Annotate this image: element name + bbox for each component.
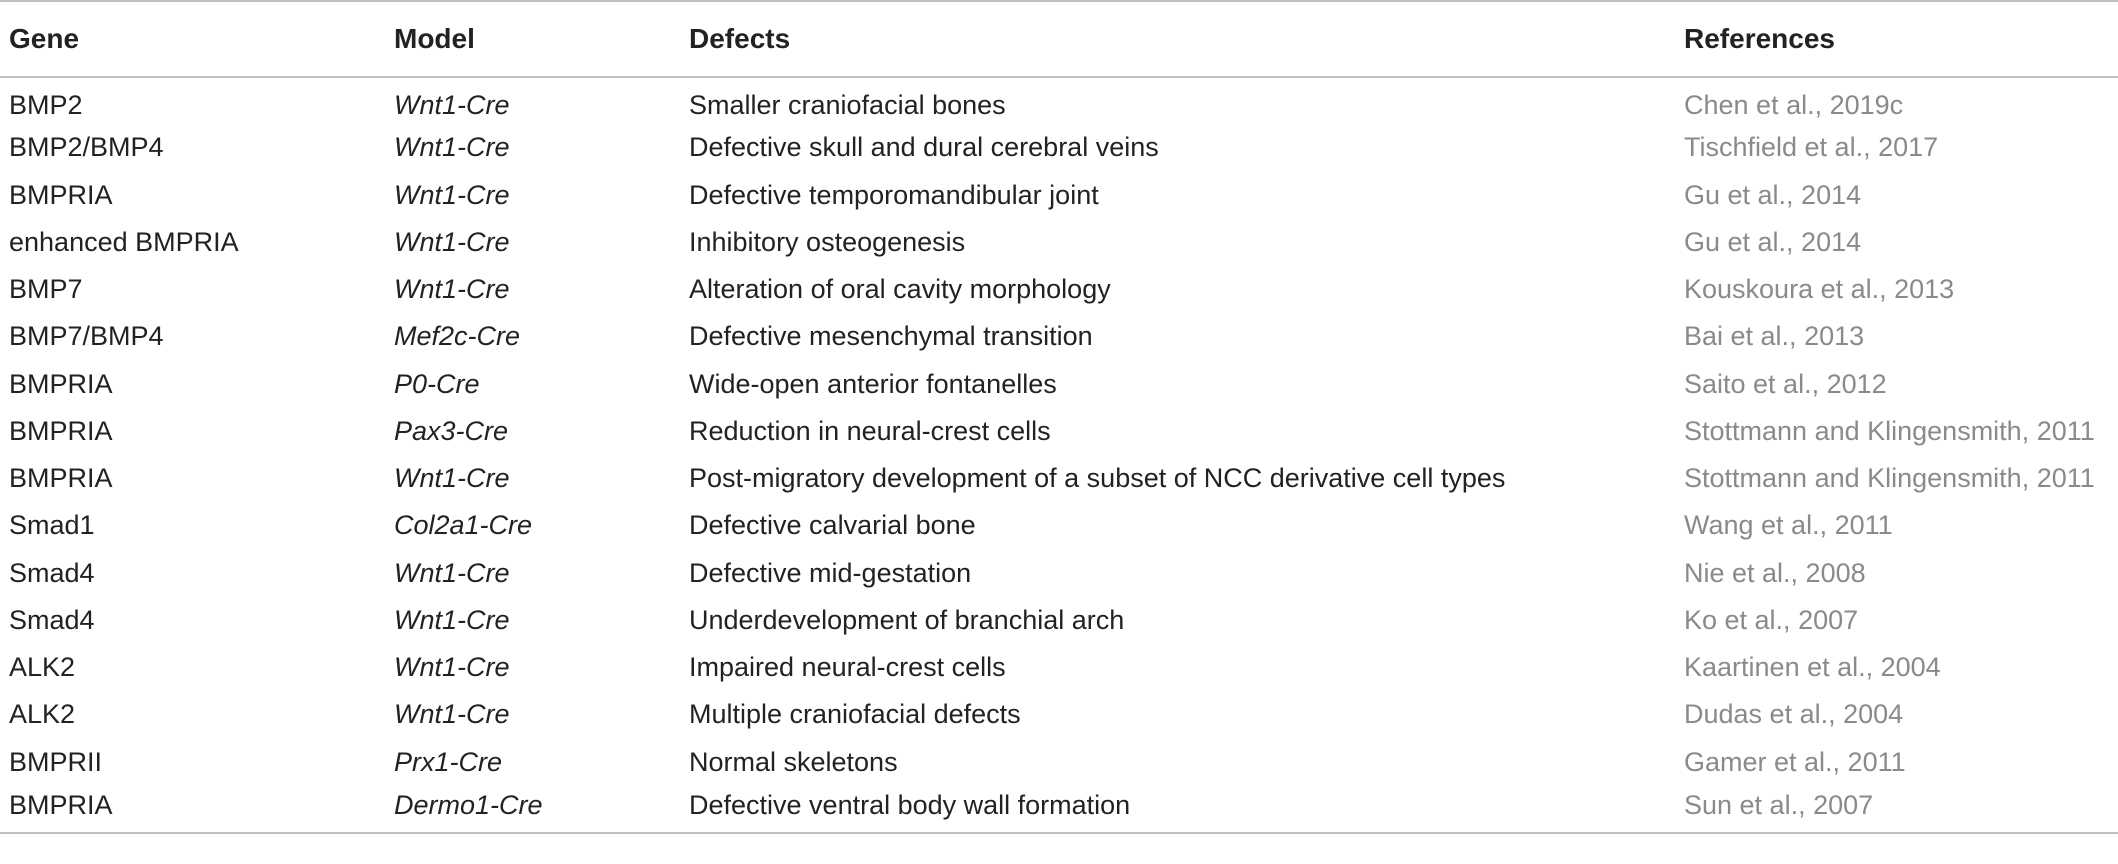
cell-defects: Multiple craniofacial defects [689, 699, 1021, 730]
cell-defects: Normal skeletons [689, 746, 898, 777]
table-row [0, 455, 2118, 502]
table-row [0, 361, 2118, 408]
cell-reference: Stottmann and Klingensmith, 2011 [1684, 415, 2095, 446]
table-header [0, 1, 2118, 77]
cell-gene: BMPRIA [0, 786, 385, 833]
cell-reference: Stottmann and Klingensmith, 2011 [1684, 463, 2095, 494]
cell-defects: Defective mid-gestation [689, 557, 972, 588]
cell-reference: Kouskoura et al., 2013 [1684, 274, 1955, 305]
cell-model: Wnt1-Cre [394, 652, 510, 683]
cell-reference: Gamer et al., 2011 [1684, 746, 1906, 777]
table-row [0, 550, 2118, 597]
cell-defects: Underdevelopment of branchial arch [689, 604, 1125, 635]
table-row [0, 313, 2118, 360]
cell-defects: Defective skull and dural cerebral veins [689, 132, 1159, 163]
header-row [0, 1, 2118, 77]
cell-gene: BMP7/BMP4 [9, 321, 164, 352]
cell-defects: Alteration of oral cavity morphology [689, 274, 1111, 305]
table-row [0, 739, 2118, 786]
cell-reference: Wang et al., 2011 [1684, 510, 1893, 541]
cell-model: P0-Cre [394, 368, 480, 399]
cell-gene: BMPRIA [9, 415, 113, 446]
cell-model: Col2a1-Cre [394, 510, 533, 541]
cell-reference: Ko et al., 2007 [1684, 604, 1859, 635]
table-row [0, 77, 2118, 124]
cell-defects: Wide-open anterior fontanelles [689, 368, 1057, 399]
cell-reference: Sun et al., 2007 [1675, 786, 2118, 833]
cell-model: Wnt1-Cre [394, 179, 510, 210]
cell-model: Wnt1-Cre [394, 557, 510, 588]
cell-gene: BMPRIA [9, 368, 113, 399]
cell-defects: Smaller craniofacial bones [689, 89, 1006, 120]
table-body [0, 77, 2118, 833]
cell-reference: Bai et al., 2013 [1684, 321, 1865, 352]
header-model: Model [385, 1, 680, 77]
cell-model: Dermo1-Cre [385, 786, 680, 833]
cell-gene: Smad4 [9, 604, 95, 635]
cell-model: Wnt1-Cre [394, 463, 510, 494]
table-row [0, 124, 2118, 171]
cell-reference: Kaartinen et al., 2004 [1684, 652, 1941, 683]
cell-model: Wnt1-Cre [394, 699, 510, 730]
cell-gene: BMP2/BMP4 [9, 132, 164, 163]
cell-gene: Smad1 [9, 510, 95, 541]
table-row [0, 266, 2118, 313]
cell-defects: Defective ventral body wall formation [680, 786, 1675, 833]
header-gene: Gene [0, 1, 385, 77]
table-row [0, 408, 2118, 455]
table-row [0, 172, 2118, 219]
table-row [0, 597, 2118, 644]
cell-model: Wnt1-Cre [394, 274, 510, 305]
cell-model: Wnt1-Cre [394, 89, 510, 120]
table-row [0, 502, 2118, 549]
cell-defects: Defective calvarial bone [689, 510, 976, 541]
cell-defects: Defective mesenchymal transition [689, 321, 1093, 352]
cell-reference: Tischfield et al., 2017 [1684, 132, 1939, 163]
header-defects: Defects [680, 1, 1675, 77]
cell-model: Pax3-Cre [394, 415, 509, 446]
cell-gene: BMP7 [9, 274, 83, 305]
table-row [0, 219, 2118, 266]
cell-gene: ALK2 [9, 699, 76, 730]
header-references: References [1675, 1, 2118, 77]
cell-defects: Defective temporomandibular joint [689, 179, 1099, 210]
table-row [0, 644, 2118, 691]
cell-model: Mef2c-Cre [394, 321, 521, 352]
cell-gene: BMPRIA [9, 463, 113, 494]
cell-defects: Inhibitory osteogenesis [689, 226, 966, 257]
cell-defects: Reduction in neural-crest cells [689, 415, 1051, 446]
cell-reference: Chen et al., 2019c [1684, 89, 1904, 120]
table-row [0, 786, 2118, 833]
cell-gene: enhanced BMPRIA [9, 226, 239, 257]
cell-model: Wnt1-Cre [394, 132, 510, 163]
cell-defects: Post-migratory development of a subset of NCC derivative cell types [689, 463, 1506, 494]
cell-reference: Saito et al., 2012 [1684, 368, 1887, 399]
cell-gene: Smad4 [9, 557, 95, 588]
table-row [0, 691, 2118, 738]
cell-gene: BMPRIA [9, 179, 113, 210]
cell-reference: Gu et al., 2014 [1684, 179, 1862, 210]
cell-gene: ALK2 [9, 652, 76, 683]
cell-model: Prx1-Cre [394, 746, 503, 777]
cell-gene: BMP2 [9, 89, 83, 120]
cell-model: Wnt1-Cre [394, 226, 510, 257]
cell-reference: Nie et al., 2008 [1684, 557, 1866, 588]
cell-defects: Impaired neural-crest cells [689, 652, 1006, 683]
cell-gene: BMPRII [9, 746, 103, 777]
cell-reference: Dudas et al., 2004 [1684, 699, 1904, 730]
cell-reference: Gu et al., 2014 [1684, 226, 1862, 257]
cell-model: Wnt1-Cre [394, 604, 510, 635]
